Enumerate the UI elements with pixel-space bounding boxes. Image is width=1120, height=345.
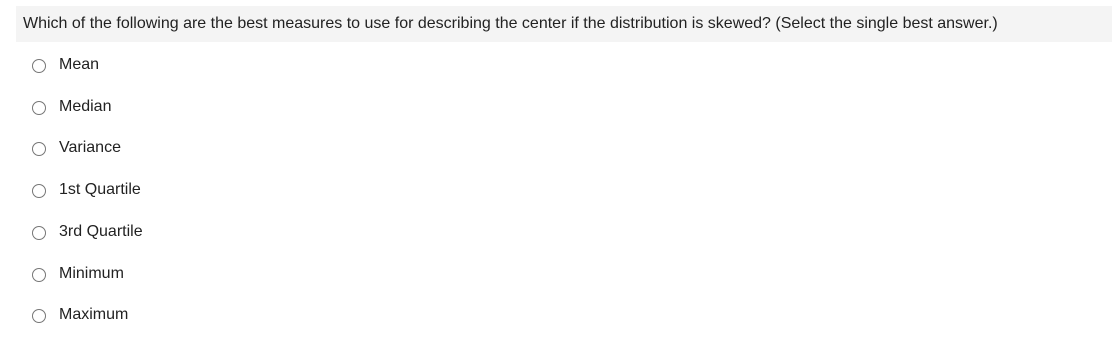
- option-median[interactable]: [30, 95, 111, 119]
- question-prompt: Which of the following are the best measures to use for describing the center if the distribution is skewed? (Select the single best answer.): [16, 6, 1112, 42]
- option-label: 3rd Quartile: [59, 223, 143, 240]
- option-minimum[interactable]: [30, 262, 124, 286]
- option-mean[interactable]: [30, 53, 99, 77]
- option-label: Minimum: [59, 265, 124, 282]
- option-label: 1st Quartile: [59, 181, 141, 198]
- option-label: Median: [59, 98, 112, 115]
- radio-button[interactable]: [32, 184, 46, 198]
- option-1st-quartile[interactable]: [30, 178, 141, 202]
- radio-button[interactable]: [32, 226, 46, 240]
- radio-button[interactable]: [32, 101, 46, 115]
- option-label: Maximum: [59, 306, 129, 323]
- option-label: Variance: [59, 139, 121, 156]
- radio-button[interactable]: [32, 309, 46, 323]
- option-variance[interactable]: [30, 136, 121, 160]
- radio-button[interactable]: [32, 268, 46, 282]
- radio-button[interactable]: [32, 142, 46, 156]
- option-3rd-quartile[interactable]: [30, 220, 143, 244]
- radio-button[interactable]: [32, 59, 46, 73]
- option-label: Mean: [59, 56, 100, 73]
- option-maximum[interactable]: [30, 303, 128, 327]
